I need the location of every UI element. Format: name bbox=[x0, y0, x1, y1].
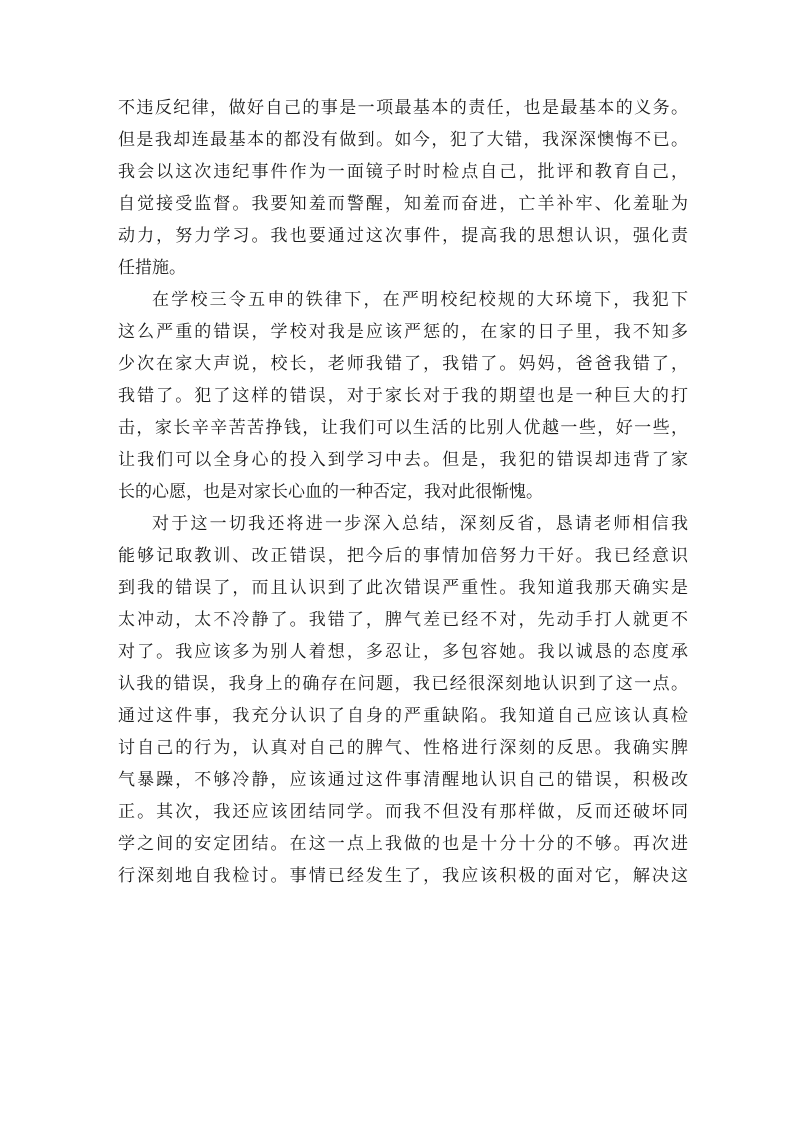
text-line: 通过这件事，我充分认识了自身的严重缺陷。我知道自己应该认真检 bbox=[118, 706, 688, 726]
paragraph-1 bbox=[118, 92, 688, 284]
text-line: 我会以这次违纪事件作为一面镜子时时检点自己，批评和教育自己， bbox=[118, 162, 688, 182]
paragraph-3 bbox=[118, 508, 688, 892]
text-line: 正。其次，我还应该团结同学。而我不但没有那样做，反而还破坏同 bbox=[118, 802, 688, 822]
text-line: 任措施。 bbox=[118, 258, 186, 278]
text-line: 长的心愿，也是对家长心血的一种否定，我对此很惭愧。 bbox=[118, 482, 543, 502]
text-line: 击，家长辛辛苦苦挣钱，让我们可以生活的比别人优越一些，好一些， bbox=[118, 418, 688, 438]
text-line: 不违反纪律，做好自己的事是一项最基本的责任，也是最基本的义务。 bbox=[118, 98, 688, 118]
text-line: 讨自己的行为，认真对自己的脾气、性格进行深刻的反思。我确实脾 bbox=[118, 738, 688, 758]
text-line: 对了。我应该多为别人着想，多忍让，多包容她。我以诚恳的态度承 bbox=[118, 642, 688, 662]
text-line: 行深刻地自我检讨。事情已经发生了，我应该积极的面对它，解决这 bbox=[118, 866, 688, 886]
text-line: 认我的错误，我身上的确存在问题，我已经很深刻地认识到了这一点。 bbox=[118, 674, 688, 694]
text-line: 少次在家大声说，校长，老师我错了，我错了。妈妈，爸爸我错了， bbox=[118, 354, 688, 374]
text-line: 气暴躁，不够冷静，应该通过这件事清醒地认识自己的错误，积极改 bbox=[118, 770, 688, 790]
text-line: 这么严重的错误，学校对我是应该严惩的，在家的日子里，我不知多 bbox=[118, 322, 688, 342]
text-line: 我错了。犯了这样的错误，对于家长对于我的期望也是一种巨大的打 bbox=[118, 386, 688, 406]
document-body bbox=[118, 92, 688, 892]
text-line: 动力，努力学习。我也要通过这次事件，提高我的思想认识，强化责 bbox=[118, 226, 688, 246]
text-line: 让我们可以全身心的投入到学习中去。但是，我犯的错误却违背了家 bbox=[118, 450, 688, 470]
text-line: 对于这一切我还将进一步深入总结，深刻反省，恳请老师相信我 bbox=[152, 514, 688, 534]
text-line: 但是我却连最基本的都没有做到。如今，犯了大错，我深深懊悔不已。 bbox=[118, 130, 688, 150]
paragraph-2 bbox=[118, 284, 688, 508]
text-line: 能够记取教训、改正错误，把今后的事情加倍努力干好。我已经意识 bbox=[118, 546, 688, 566]
text-line: 自觉接受监督。我要知羞而警醒，知羞而奋进，亡羊补牢、化羞耻为 bbox=[118, 194, 688, 214]
text-line: 学之间的安定团结。在这一点上我做的也是十分十分的不够。再次进 bbox=[118, 834, 688, 854]
text-line: 在学校三令五申的铁律下，在严明校纪校规的大环境下，我犯下 bbox=[152, 290, 688, 310]
text-line: 太冲动，太不冷静了。我错了，脾气差已经不对，先动手打人就更不 bbox=[118, 610, 688, 630]
text-line: 到我的错误了，而且认识到了此次错误严重性。我知道我那天确实是 bbox=[118, 578, 688, 598]
